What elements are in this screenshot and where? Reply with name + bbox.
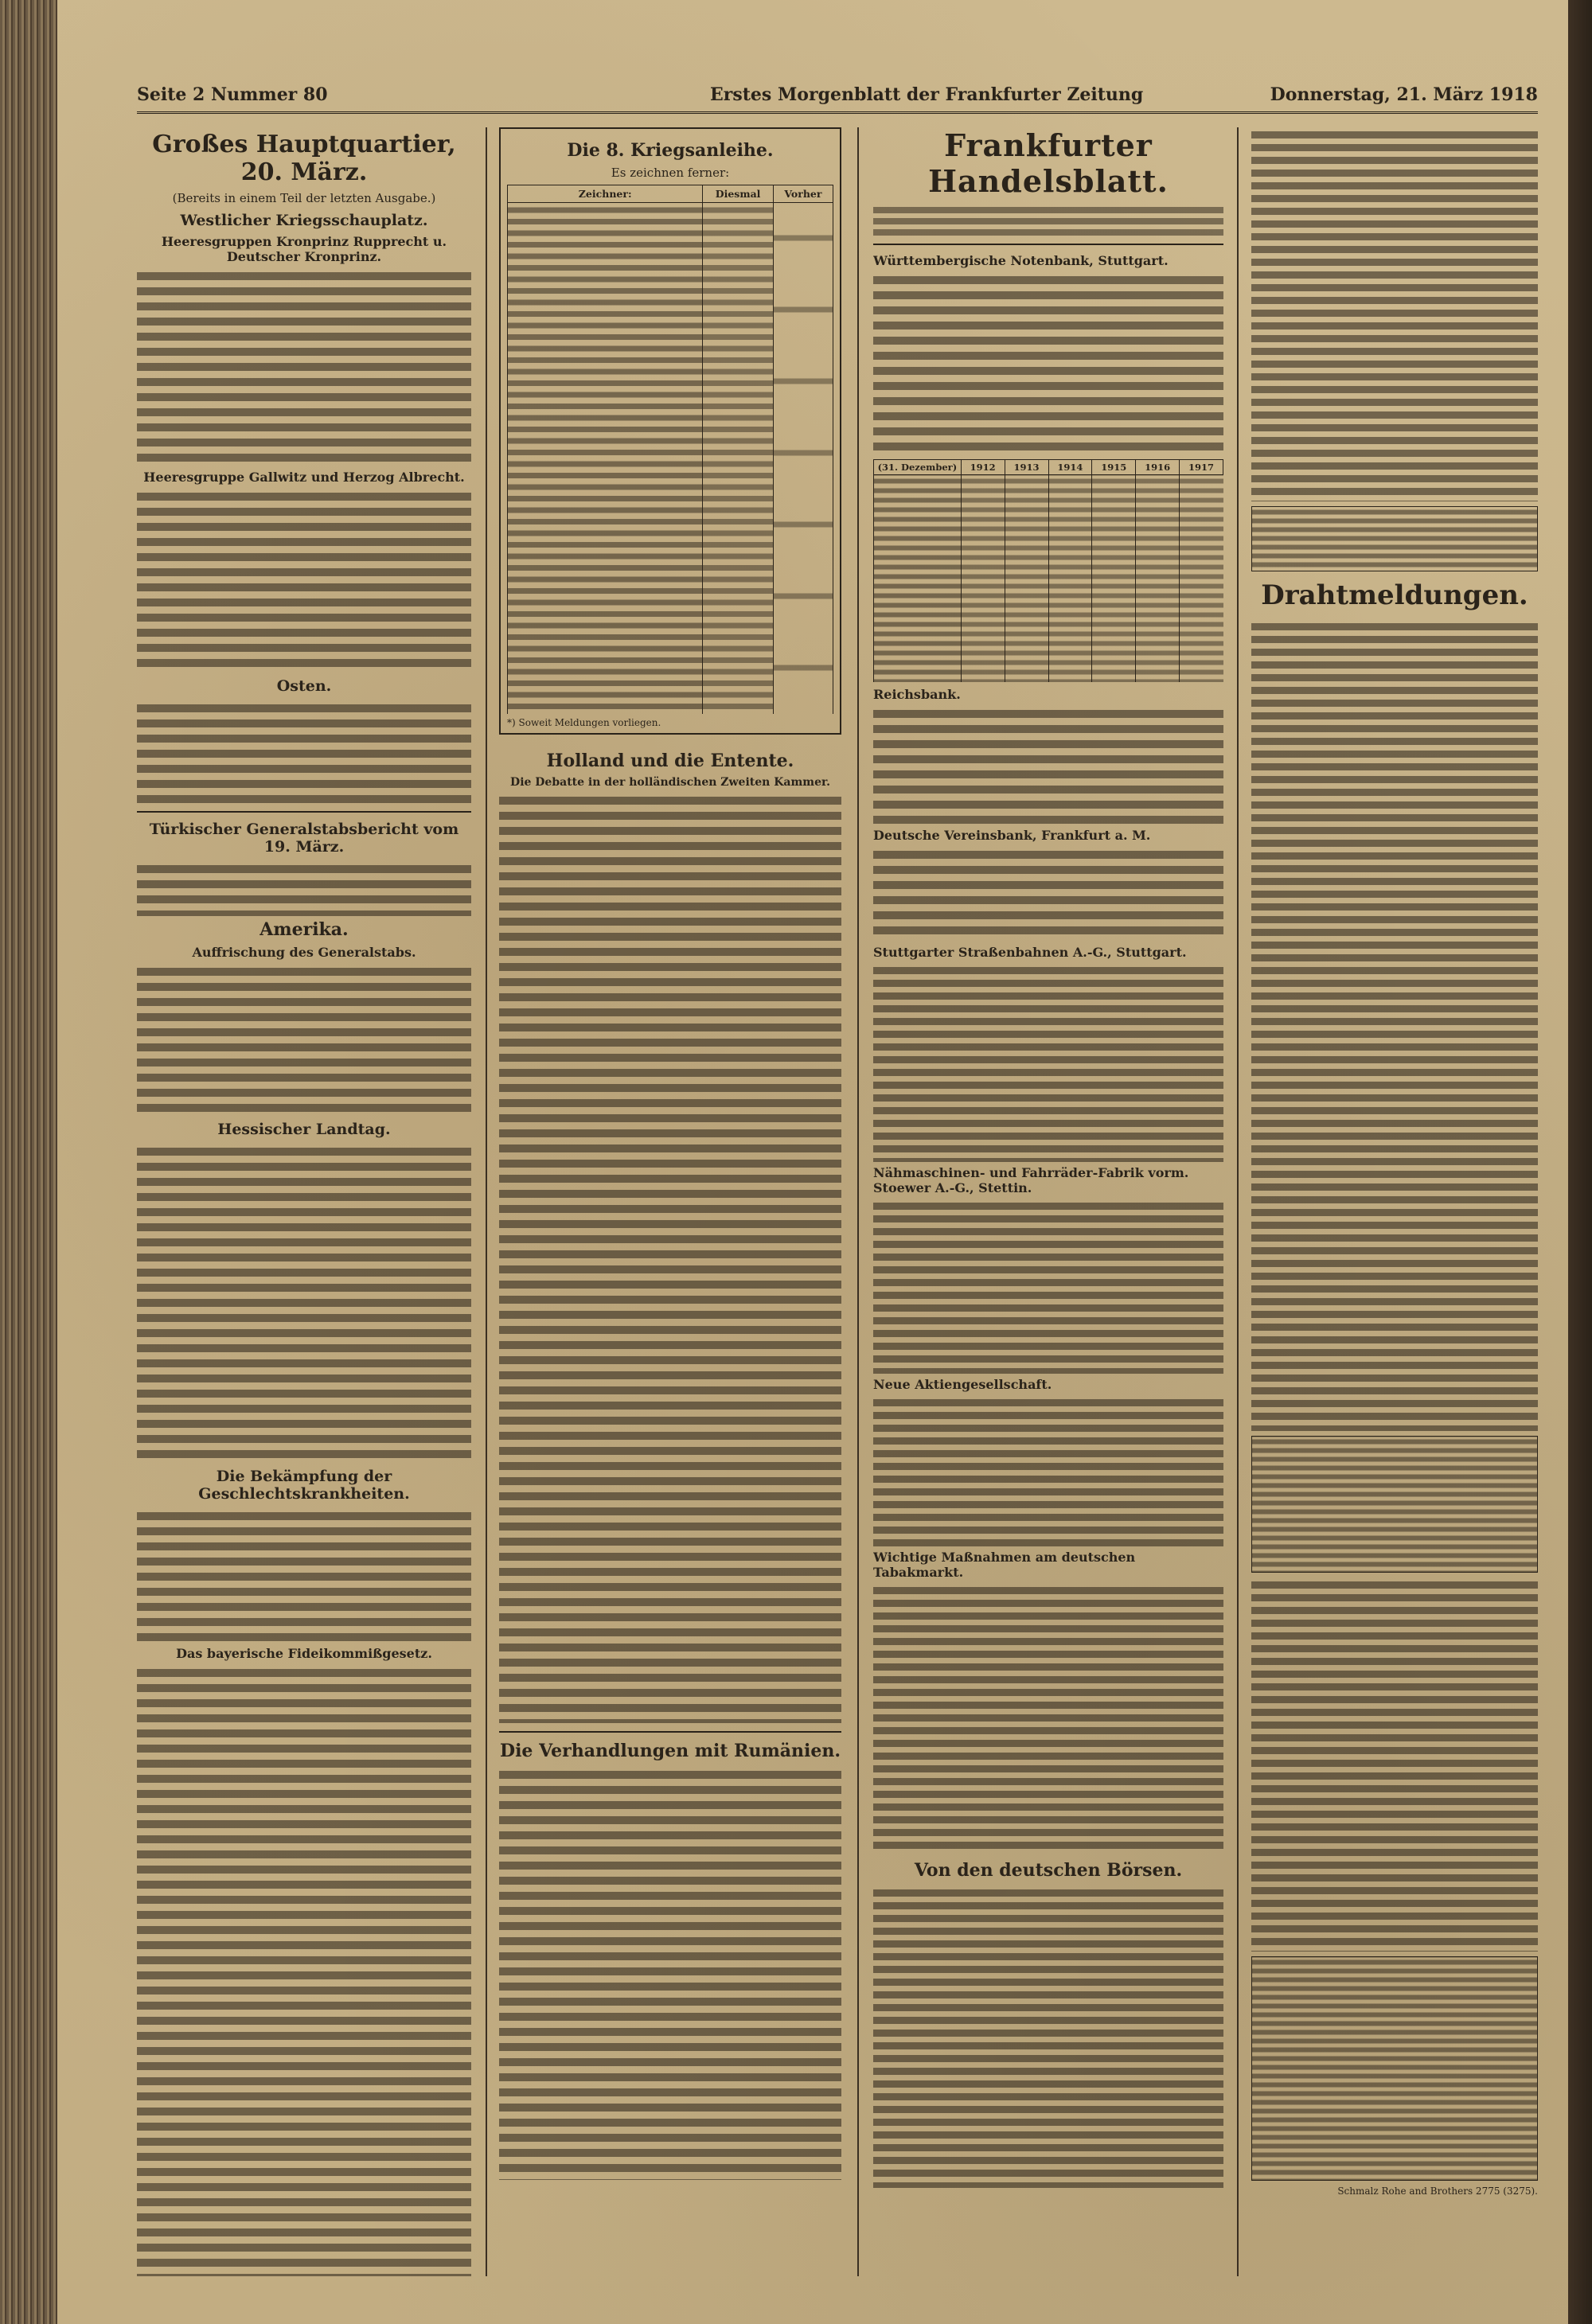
item-stoewer: Nähmaschinen- und Fahrräder-Fabrik vorm. Stoewer A.-G., Stettin. [873, 1165, 1189, 1195]
divider [499, 1731, 841, 1733]
book-binding-edge [0, 0, 57, 2324]
headline-note: (Bereits in einem Teil der letzten Ausgabe.) [172, 191, 436, 205]
section-tuerkischer-bericht: Türkischer Generalstabsbericht vom 19. März. [149, 821, 459, 856]
newspaper-page [57, 0, 1568, 2324]
table-header: 1912 [961, 460, 1005, 475]
table-header: 1916 [1136, 460, 1180, 475]
section-rumaenien: Die Verhandlungen mit Rumänien. [499, 1741, 841, 1761]
kriegsanleihe-subtitle: Es zeichnen ferner: [611, 166, 730, 180]
table-cell [508, 203, 703, 715]
table-header: (31. Dezember) [874, 460, 962, 475]
text-lines [499, 792, 841, 1723]
text-lines [1251, 619, 1538, 1431]
table-header: Zeichner: [508, 185, 703, 203]
item-strassenbahnen: Stuttgarter Straßenbahnen A.-G., Stuttgart. [873, 945, 1187, 960]
handelsblatt-masthead: Frankfurter Handelsblatt. [928, 127, 1169, 199]
subheading-generalstab: Auffrischung des Generalstabs. [192, 945, 416, 960]
section-fideikommiss: Das bayerische Fideikommißgesetz. [176, 1646, 432, 1661]
column-1 [137, 127, 471, 2276]
table-cell [874, 475, 962, 683]
column-3 [873, 127, 1223, 2276]
table-header: Diesmal [703, 185, 773, 203]
table-cell [961, 475, 1005, 683]
notenbank-stats-table [873, 459, 1223, 682]
text-lines [873, 1885, 1223, 2188]
column-4 [1251, 127, 1538, 2276]
table-header: 1913 [1005, 460, 1048, 475]
text-lines [873, 204, 1223, 236]
table-cell [1180, 475, 1223, 683]
text-lines [873, 705, 1223, 825]
article-body [137, 267, 471, 466]
item-tabakmarkt: Wichtige Maßnahmen am deutschen Tabakmarkt. [873, 1550, 1136, 1580]
table-header: Vorher [773, 185, 833, 203]
subheading-heeresgruppen: Heeresgruppen Kronprinz Rupprecht u. Deutscher Kronprinz. [161, 234, 447, 264]
text-lines [137, 488, 471, 671]
column-footer: Schmalz Rohe and Brothers 2775 (3275). [1337, 2186, 1538, 2197]
text-lines [137, 963, 471, 1114]
item-notenbank: Württembergische Notenbank, Stuttgart. [873, 253, 1169, 268]
section-hessischer-landtag: Hessischer Landtag. [217, 1121, 391, 1138]
page-number: Seite 2 Nummer 80 [137, 84, 328, 105]
column-2 [499, 127, 841, 2276]
table-cell [1252, 1437, 1538, 1573]
column-divider [486, 127, 487, 2276]
column-divider [1237, 127, 1239, 2276]
section-osten: Osten. [276, 677, 332, 695]
devisen-table [1251, 506, 1538, 571]
text-lines [137, 267, 471, 466]
page-header [137, 80, 1538, 114]
text-lines [873, 271, 1223, 454]
item-vereinsbank: Deutsche Vereinsbank, Frankfurt a. M. [873, 828, 1151, 843]
table-cell [1136, 475, 1180, 683]
text-lines [873, 846, 1223, 942]
kriegsanleihe-title: Die 8. Kriegsanleihe. [567, 140, 774, 161]
kurse-table [1251, 1436, 1538, 1573]
table-header: 1914 [1048, 460, 1092, 475]
table-cell [1252, 507, 1538, 571]
warenmarkt-table [1251, 1956, 1538, 2181]
section-holland-entente: Holland und die Entente. [546, 751, 794, 771]
kriegsanleihe-footnote: *) Soweit Meldungen vorliegen. [507, 717, 661, 728]
text-lines [137, 1664, 471, 2276]
item-neue-ag: Neue Aktiengesellschaft. [873, 1377, 1052, 1392]
drahtmeldungen-heading: Drahtmeldungen. [1261, 579, 1528, 611]
section-geschlechtskrankheiten: Die Bekämpfung der Geschlechtskrankheiten. [198, 1468, 410, 1503]
text-lines [873, 1583, 1223, 1854]
section-boersen: Von den deutschen Börsen. [914, 1860, 1183, 1881]
kriegsanleihe-table [507, 185, 833, 714]
table-cell [1048, 475, 1092, 683]
text-lines [873, 963, 1223, 1162]
table-cell [1252, 1957, 1538, 2181]
column-divider [857, 127, 859, 2276]
divider [873, 244, 1223, 245]
subheading-gallwitz: Heeresgruppe Gallwitz und Herzog Albrecht. [143, 470, 465, 485]
text-lines [137, 700, 471, 803]
table-cell [703, 203, 773, 715]
page-right-edge [1568, 0, 1592, 2324]
table-header: 1915 [1092, 460, 1136, 475]
table-cell [1092, 475, 1136, 683]
section-westlicher-kriegsschauplatz: Westlicher Kriegsschauplatz. [180, 212, 428, 229]
kriegsanleihe-box [499, 127, 841, 735]
issue-date: Donnerstag, 21. März 1918 [1270, 84, 1538, 105]
text-lines [873, 1199, 1223, 1374]
item-reichsbank: Reichsbank. [873, 687, 961, 702]
table-header: 1917 [1180, 460, 1223, 475]
headline-hauptquartier: Großes Hauptquartier, 20. März. [152, 131, 456, 186]
text-lines [137, 1507, 471, 1643]
table-cell [773, 203, 833, 715]
text-lines [1251, 127, 1538, 501]
table-cell [1005, 475, 1048, 683]
text-lines [137, 1143, 471, 1461]
text-lines [1251, 1577, 1538, 1952]
text-lines [873, 1395, 1223, 1546]
subheading-debatte: Die Debatte in der holländischen Zweiten Kammer. [510, 776, 830, 789]
divider [137, 811, 471, 813]
section-amerika: Amerika. [259, 919, 349, 940]
newspaper-name: Erstes Morgenblatt der Frankfurter Zeitung [710, 84, 1144, 105]
text-lines [499, 1766, 841, 2180]
text-lines [137, 860, 471, 916]
